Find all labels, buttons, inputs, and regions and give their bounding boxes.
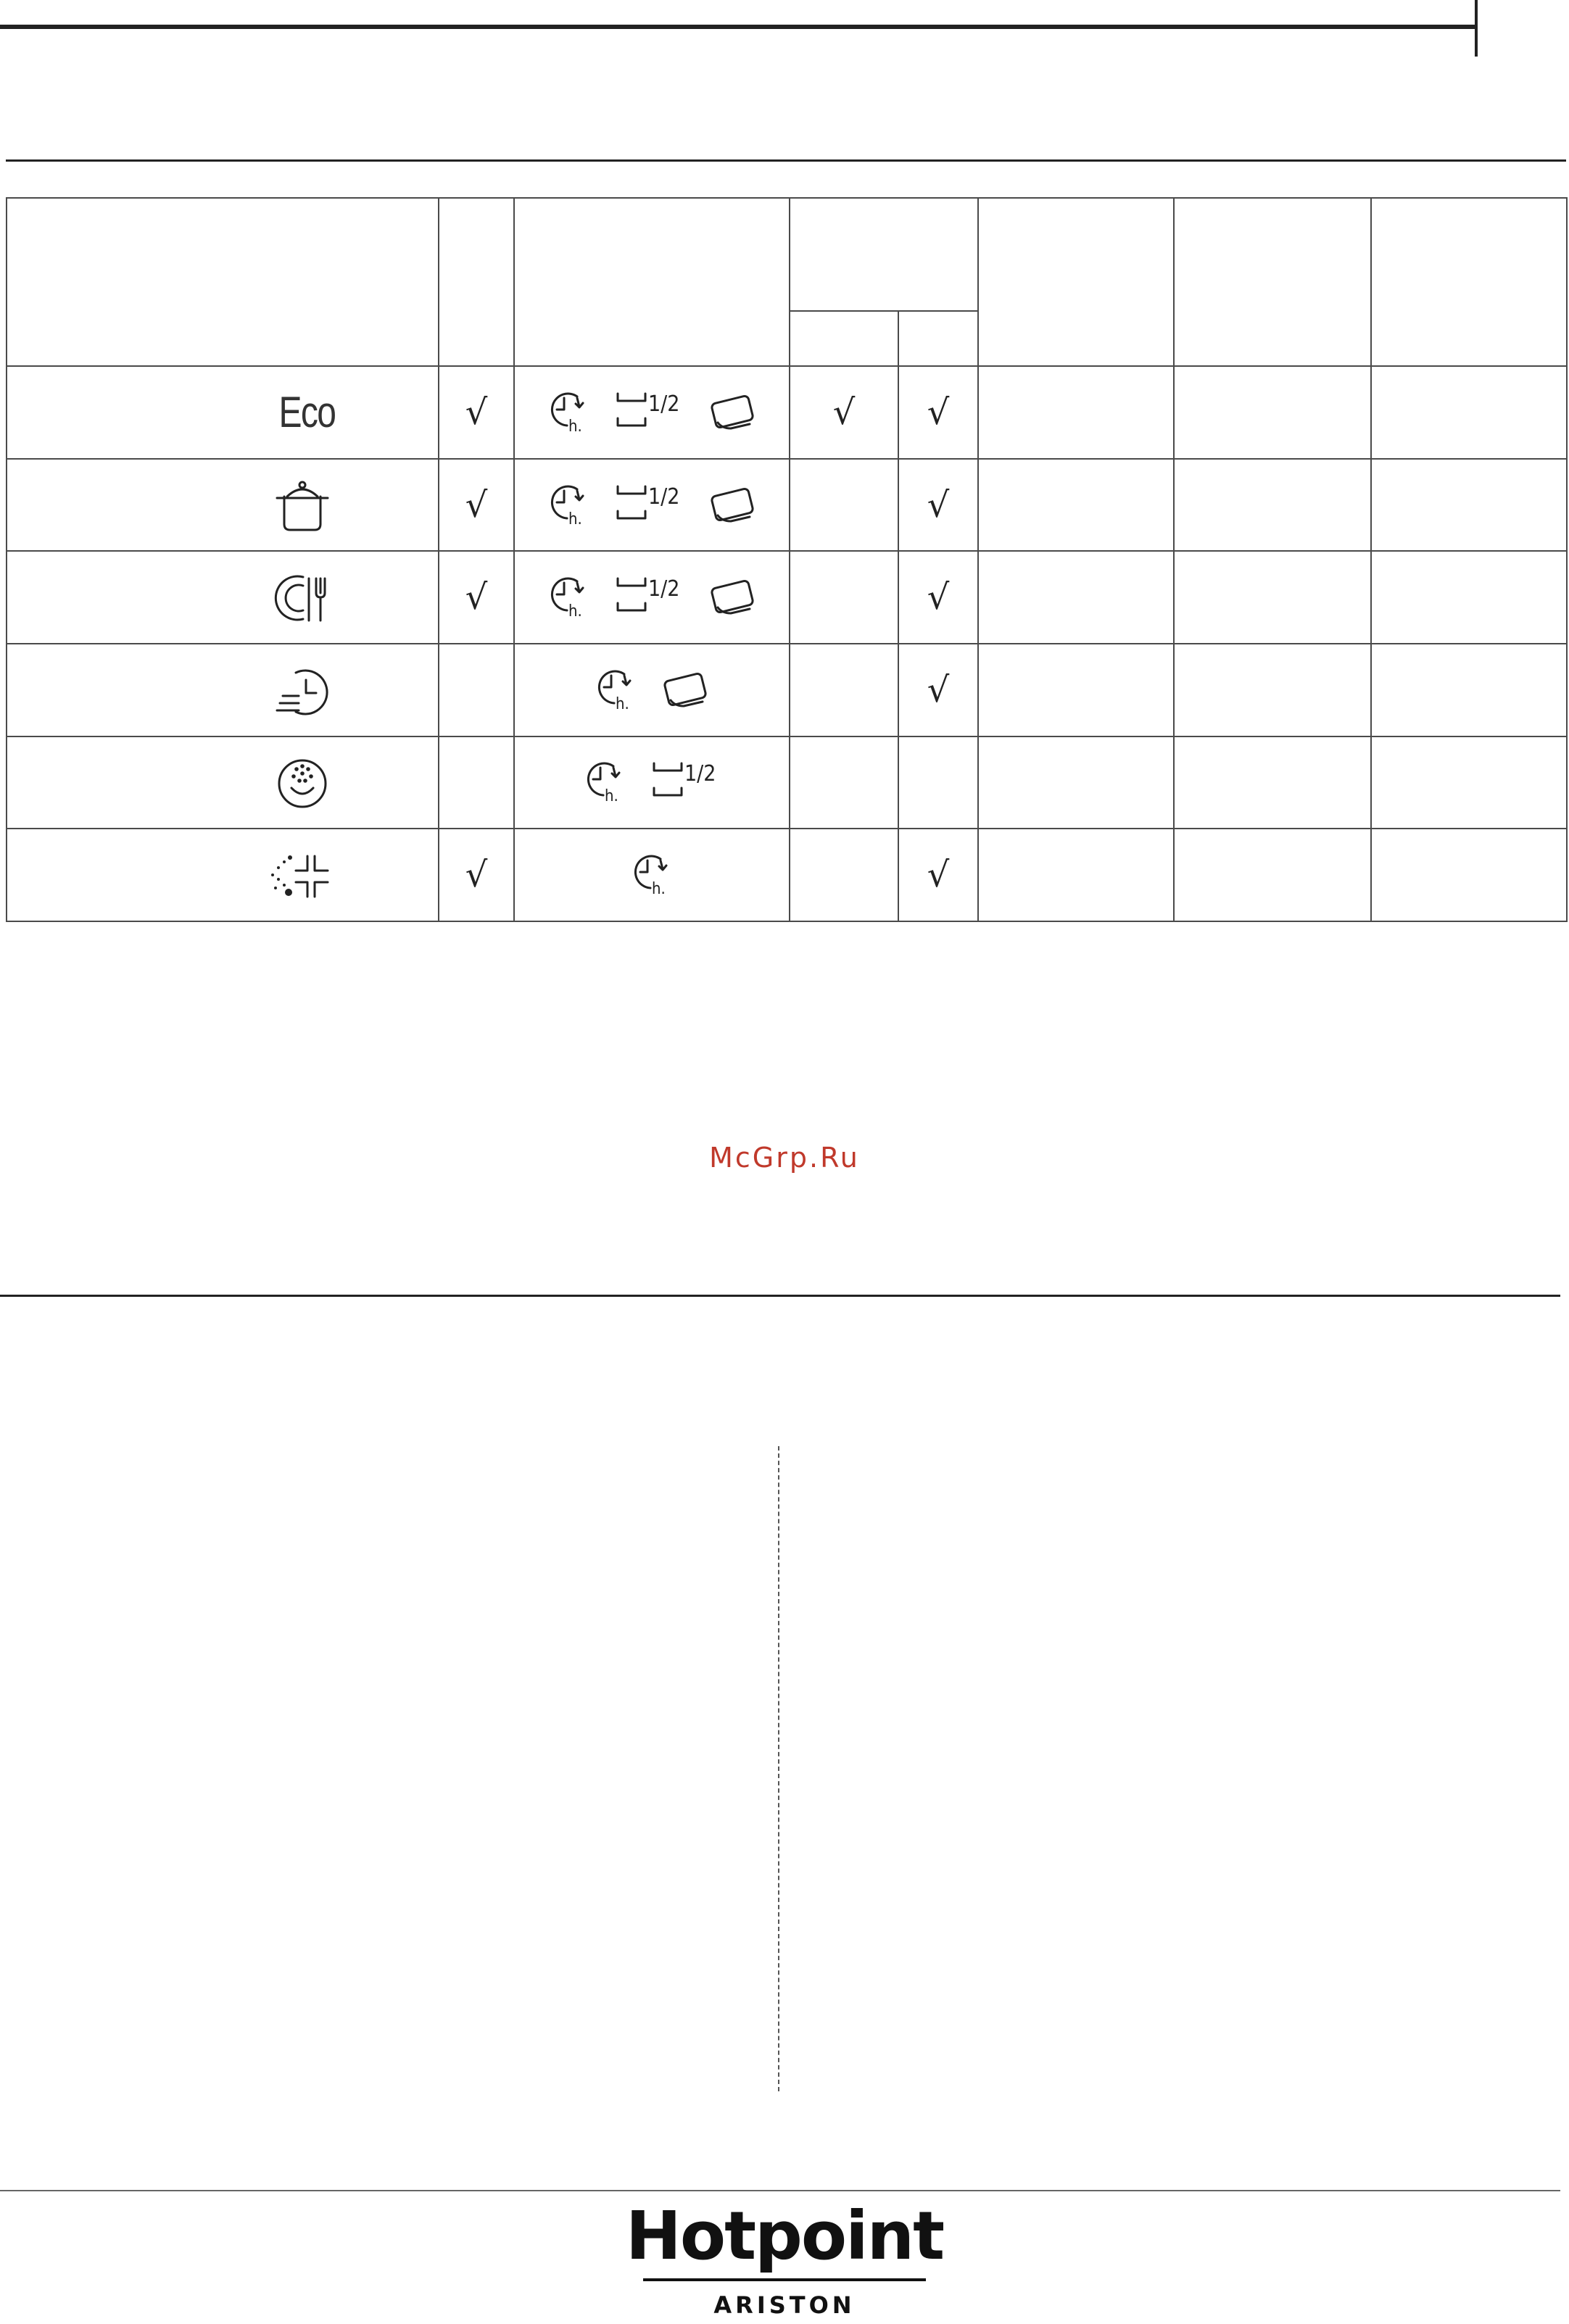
program-row [7,551,1567,644]
brand-rule [643,2278,926,2281]
col3-cell [790,829,898,921]
header-col1 [439,198,514,366]
delay-start-icon [545,573,592,619]
col4-cell [898,366,978,459]
col3-cell [790,736,898,829]
col7-cell [1371,551,1567,644]
col7-cell [1371,829,1567,921]
svg-text:h.: h. [568,602,582,620]
svg-text:h.: h. [568,510,582,527]
options-cell [514,829,790,921]
header-col5 [978,198,1174,366]
col6-cell [1174,736,1371,829]
delay-start-icon [629,850,675,897]
section-rule [0,1295,1560,1297]
option-icons [581,758,722,804]
program-cell [7,551,439,644]
column-divider [778,1446,779,2091]
table-top-rule [6,159,1566,162]
col1-cell [439,829,514,921]
brand-sub: ARISTON [713,2291,856,2319]
tablet-icon [661,667,711,710]
svg-text:h.: h. [605,787,618,805]
col6-cell [1174,644,1371,736]
program-cell [7,459,439,552]
top-rule-tick [1475,0,1478,57]
svg-text:1/2: 1/2 [648,484,680,510]
svg-text:h.: h. [616,694,629,712]
subheader-col4 [898,311,978,366]
check-mark-icon: √ [832,391,856,433]
check-mark-icon: √ [927,577,950,618]
col1-cell [439,644,514,736]
check-mark-icon: √ [465,391,488,433]
footer-rule [0,2190,1560,2191]
delay-start-icon [581,758,628,804]
check-mark-icon: √ [465,577,488,618]
top-rule [0,25,1476,29]
header-options [514,198,790,366]
program-row [7,459,1567,552]
svg-text:h.: h. [652,880,666,897]
options-cell [514,644,790,736]
brand-name: Hotpoint [625,2197,944,2275]
half-load-icon [613,388,686,434]
col1-cell [439,459,514,552]
delay-start-icon [545,388,592,434]
check-mark-icon: √ [465,855,488,896]
program-cell [7,736,439,829]
eco-program-label: Eco [278,388,335,437]
check-mark-icon: √ [927,484,950,526]
col5-cell [978,736,1174,829]
tablet-icon [708,389,758,433]
col5-cell [978,829,1174,921]
col6-cell [1174,459,1371,552]
program-cell [7,644,439,736]
program-row [7,644,1567,736]
col3-cell [790,366,898,459]
watermark: McGrp.Ru [709,1142,860,1174]
col5-cell [978,459,1174,552]
glass-care-icon [270,753,335,811]
col7-cell [1371,644,1567,736]
col1-cell [439,551,514,644]
svg-text:h.: h. [568,417,582,434]
col5-cell [978,366,1174,459]
program-cell [7,829,439,921]
tablet-icon [708,482,758,526]
col7-cell [1371,366,1567,459]
header-col6 [1174,198,1371,366]
table-header-row [7,198,1567,311]
plate-cutlery-icon [270,568,335,626]
col3-cell [790,459,898,552]
half-load-icon [613,573,686,619]
delay-start-icon [545,481,592,527]
option-icons [629,850,675,897]
program-row [7,829,1567,921]
pot-icon [270,476,335,534]
program-cell [7,366,439,459]
program-row [7,736,1567,829]
col5-cell [978,551,1174,644]
half-load-icon [613,481,686,527]
svg-text:1/2: 1/2 [648,391,680,417]
col4-cell [898,459,978,552]
col5-cell [978,644,1174,736]
col6-cell [1174,551,1371,644]
options-cell [514,736,790,829]
half-load-icon [650,758,722,804]
col1-cell [439,366,514,459]
options-cell [514,459,790,552]
col3-cell [790,551,898,644]
tablet-icon [708,574,758,618]
col4-cell [898,736,978,829]
rinse-soak-icon [262,846,335,904]
option-icons [545,388,758,434]
col6-cell [1174,366,1371,459]
program-row [7,366,1567,459]
option-icons [545,573,758,619]
col3-cell [790,644,898,736]
check-mark-icon: √ [927,669,950,710]
header-program [7,198,439,366]
check-mark-icon: √ [465,484,488,526]
header-group [790,198,978,311]
svg-text:1/2: 1/2 [684,761,716,787]
col4-cell [898,829,978,921]
option-icons [545,481,758,527]
options-cell [514,551,790,644]
col7-cell [1371,459,1567,552]
fast-wash-icon [270,661,335,719]
col1-cell [439,736,514,829]
check-mark-icon: √ [927,855,950,896]
option-icons [592,665,711,712]
subheader-col3 [790,311,898,366]
col7-cell [1371,736,1567,829]
col4-cell [898,644,978,736]
check-mark-icon: √ [927,391,950,433]
header-col7 [1371,198,1567,366]
program-table [6,197,1568,922]
col6-cell [1174,829,1371,921]
col4-cell [898,551,978,644]
brand-logo [0,2197,1569,2319]
options-cell [514,366,790,459]
svg-text:1/2: 1/2 [648,576,680,602]
delay-start-icon [592,665,639,712]
